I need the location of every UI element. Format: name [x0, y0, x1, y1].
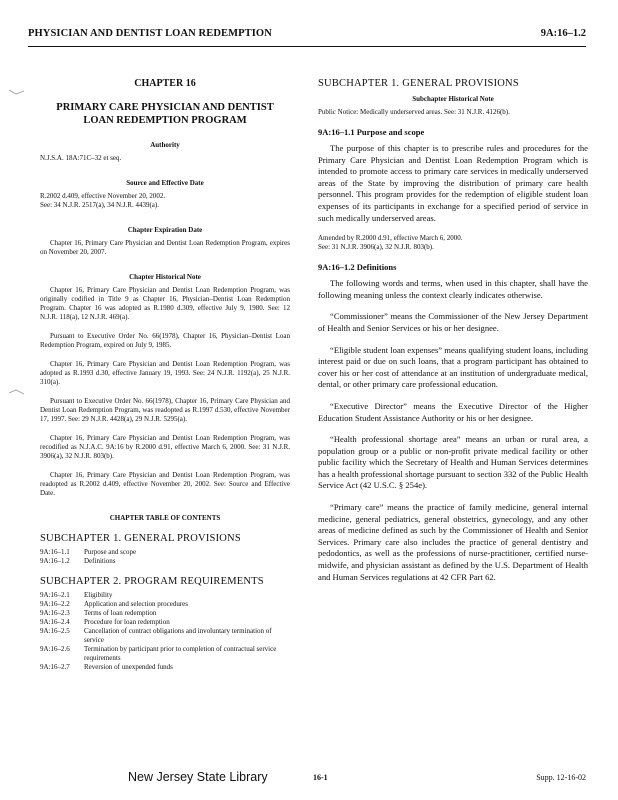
definition-paragraph: “Eligible student loan expenses” means qualifying student loans, including interest paid or due on such loans, that a program participant has obtained to cover his or her cost of attendance at an institution of undergraduate medical, dental, or other primary care professional education. [318, 344, 588, 390]
definition-paragraph: “Health professional shortage area” means an urban or rural area, a population group or a public or non-profit private medical facility or other public facility which the Secretary of Health and Human Services determines has a health professional shortage pursuant to section 332 of the Public Health Service Act (42 U.S.C. § 254e). [318, 434, 588, 491]
toc-item [40, 645, 290, 663]
authority-heading: Authority [150, 141, 180, 149]
section-body-purpose: The purpose of this chapter is to prescribe rules and procedures for the Primary Care Physician and Dentist Loan Redemption Program which is intended to promote access to primary care services in medically underserved areas of the State by improving the distribution of primary care health personnel. This program provides for the redemption of eligible student loan expenses of its participants in exchange for a specified period of service in such medically underserved areas. [318, 143, 588, 223]
toc-item-number: 9A:16–1.1 [40, 548, 70, 556]
toc-item-number: 9A:16–2.5 [40, 627, 70, 635]
source-text-2: See: 34 N.J.R. 2517(a), 34 N.J.R. 4439(a). [40, 201, 159, 209]
definition-paragraph: “Commissioner” means the Commissioner of the New Jersey Department of Health and Senior Services or his or her designee. [318, 311, 588, 333]
definition-paragraph: “Executive Director” means the Executive Director of the Higher Education Student Assistance Authority or his or her designee. [318, 400, 588, 423]
toc-item-title: Purpose and scope [84, 548, 137, 556]
toc-item-title: Reversion of unexpended funds [84, 663, 173, 671]
margin-scan-mark [8, 388, 26, 396]
toc-item-title: Terms of loan redemption [84, 609, 157, 617]
toc-item-number: 9A:16–2.6 [40, 645, 70, 653]
page-footer [28, 770, 586, 790]
expiration-text: Chapter 16, Primary Care Physician and Dentist Loan Redemption Program, expires on November 20, 2007. [40, 239, 290, 256]
toc-item-number: 9A:16–2.1 [40, 591, 70, 599]
chapter-title: CHAPTER 16 [134, 78, 196, 89]
header-section-number: 9A:16–1.2 [540, 28, 586, 39]
toc-item-title: Procedure for loan redemption [84, 618, 170, 626]
toc-heading: CHAPTER TABLE OF CONTENTS [109, 514, 221, 522]
toc-subchapter-2: SUBCHAPTER 2. PROGRAM REQUIREMENTS [40, 576, 264, 587]
right-column [318, 78, 588, 583]
authority-text: N.J.S.A. 18A:71C–32 et seq. [40, 154, 122, 162]
subchapter-historical-note-heading: Subchapter Historical Note [412, 95, 494, 103]
historical-note-heading: Chapter Historical Note [129, 273, 201, 281]
historical-paragraph: Chapter 16, Primary Care Physician and Dentist Loan Redemption Program, was recodified as N.J.A.C. 9A:16 by R.2000 d.91, effective March 6, 2000. See: 31 N.J.R. 3906(a), 32 N.J.R. 803(b). [40, 434, 290, 460]
public-notice: Public Notice: Medically underserved areas. See: 31 N.J.R. 4126(b). [318, 108, 510, 116]
expiration-heading: Chapter Expiration Date [127, 226, 203, 234]
toc-item [40, 663, 290, 672]
subchapter-title: SUBCHAPTER 1. GENERAL PROVISIONS [318, 78, 519, 89]
toc-item-number: 9A:16–1.2 [40, 557, 70, 565]
historical-paragraph: Pursuant to Executive Order No. 66(1978), Chapter 16, Primary Care Physician and Dentist Loan Redemption Program, was readopted as R.1997 d.530, effective November 17, 1997. See: 29 N.J.R. 4428(a), 29 N.J.R. 5295(a). [40, 397, 290, 423]
toc-subchapter-1: SUBCHAPTER 1. GENERAL PROVISIONS [40, 533, 241, 544]
toc-item-number: 9A:16–2.3 [40, 609, 70, 617]
definition-paragraph: The following words and terms, when used in this chapter, shall have the following meaning unless the context clearly indicates otherwise. [318, 278, 588, 300]
section-heading-definitions: 9A:16–1.2 Definitions [318, 262, 397, 273]
toc-item-title: Definitions [84, 557, 116, 565]
section-heading-purpose: 9A:16–1.1 Purpose and scope [318, 127, 425, 137]
toc-item [40, 557, 290, 566]
toc-item-number: 9A:16–2.7 [40, 663, 70, 671]
page-number: 16-1 [313, 773, 328, 782]
source-text-1: R.2002 d.409, effective November 20, 2002. [40, 192, 166, 200]
toc-item-title: Eligibility [84, 591, 113, 599]
historical-paragraph: Pursuant to Executive Order No. 66(1978), Chapter 16, Physician–Dentist Loan Redemption Program, expired on July 9, 1985. [40, 332, 290, 349]
supplement-date: Supp. 12-16-02 [536, 773, 586, 782]
toc-item-title: Application and selection procedures [84, 600, 188, 608]
amendment-note-1: Amended by R.2000 d.91, effective March 6, 2000. [318, 234, 463, 243]
running-header [28, 28, 586, 46]
program-title [40, 101, 290, 127]
toc-item [40, 618, 290, 627]
left-column [40, 78, 290, 672]
toc-item [40, 548, 290, 557]
historical-paragraph: Chapter 16, Primary Care Physician and Dentist Loan Redemption Program, was originally codified in Title 9 as Chapter 16, Physician–Dentist Loan Redemption Program. Chapter 16 was adopted as R.1980 d.309, effective July 9, 1980. See: 12 N.J.R. 118(a), 12 N.J.R. 469(a). [40, 286, 290, 321]
program-title-line-2: LOAN REDEMPTION PROGRAM [83, 115, 247, 126]
toc-item-number: 9A:16–2.4 [40, 618, 70, 626]
toc-item-title: Cancellation of contract obligations and involuntary termination of service [84, 627, 272, 644]
definition-paragraph: “Primary care” means the practice of family medicine, general internal medicine, general pediatrics, general obstetrics, gynecology, and any other areas of medicine defined as such by the Commissioner of Health and Senior Services. Primary care also includes the practice of general dentistry and pedodontics, as well as the professions of nurse-practitioner, certified nurse-midwife, and physician assistant as defined by the U.S. Department of Health and Human Services regulations at 42 CFR Part 62. [318, 502, 588, 582]
historical-paragraph: Chapter 16, Primary Care Physician and Dentist Loan Redemption Program, was adopted as R.1993 d.30, effective January 19, 1993. See: 24 N.J.R. 1192(a), 25 N.J.R. 310(a). [40, 360, 290, 386]
toc-item-number: 9A:16–2.2 [40, 600, 70, 608]
toc-item [40, 609, 290, 618]
amendment-note-2: See: 31 N.J.R. 3906(a), 32 N.J.R. 803(b). [318, 243, 434, 252]
toc-item [40, 591, 290, 600]
program-title-line-1: PRIMARY CARE PHYSICIAN AND DENTIST [56, 102, 274, 113]
margin-scan-mark [8, 88, 26, 96]
toc-item [40, 627, 290, 645]
historical-paragraph: Chapter 16, Primary Care Physician and Dentist Loan Redemption Program, was readopted as R.2002 d.409, effective November 20, 2002. See: Source and Effective Date. [40, 471, 290, 497]
header-title: PHYSICIAN AND DENTIST LOAN REDEMPTION [28, 28, 272, 39]
toc-item-title: Termination by participant prior to completion of contractual service requirements [84, 645, 277, 662]
library-stamp: New Jersey State Library [128, 770, 268, 784]
header-rule [28, 46, 586, 47]
source-heading: Source and Effective Date [126, 179, 204, 187]
toc-item [40, 600, 290, 609]
